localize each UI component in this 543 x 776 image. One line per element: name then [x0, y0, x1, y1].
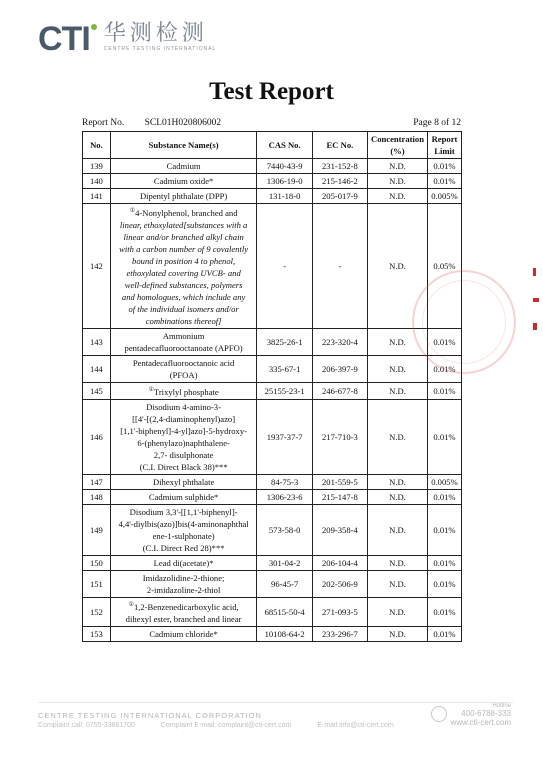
- row-number: 151: [83, 570, 111, 597]
- report-limit: 0.01%: [427, 159, 461, 174]
- report-limit: 0.01%: [427, 355, 461, 382]
- ec-number: 217-710-3: [312, 399, 367, 474]
- ec-number: 223-320-4: [312, 328, 367, 355]
- substance-name-line: 4-Nonylphenol, branched and: [135, 207, 238, 218]
- footer-divider: [38, 702, 513, 703]
- page-number: Page 8 of 12: [413, 118, 461, 128]
- table-row: [83, 597, 462, 626]
- ec-number: 215-147-8: [312, 489, 367, 504]
- table-row: [83, 504, 462, 555]
- cas-number: 3825-26-1: [257, 328, 312, 355]
- report-limit: 0.01%: [427, 399, 461, 474]
- concentration: N.D.: [367, 626, 427, 641]
- substance-table: [82, 131, 462, 642]
- website: www.cti-cert.com: [450, 718, 511, 727]
- table-header-row: [83, 132, 462, 159]
- ec-number: 231-152-8: [312, 159, 367, 174]
- substance-name: [110, 570, 257, 597]
- header-no: No.: [83, 132, 111, 159]
- row-number: 149: [83, 504, 111, 555]
- table-row: [83, 189, 462, 204]
- concentration: N.D.: [367, 597, 427, 626]
- ec-number: 201-559-5: [312, 474, 367, 489]
- ec-number: 202-506-9: [312, 570, 367, 597]
- cas-number: 131-18-0: [257, 189, 312, 204]
- row-number: 144: [83, 355, 111, 382]
- row-number: 146: [83, 399, 111, 474]
- ec-number: 206-397-9: [312, 355, 367, 382]
- report-limit: 0.01%: [427, 570, 461, 597]
- substance-name-line: Imidazolidine-2-thione;: [142, 572, 225, 583]
- cas-number: 1306-19-0: [257, 174, 312, 189]
- edge-mark-1: [533, 268, 536, 276]
- cas-number: 7440-43-9: [257, 159, 312, 174]
- substance-name-line: Ammonium: [162, 330, 205, 341]
- table-row: [83, 355, 462, 382]
- row-number: 142: [83, 204, 111, 329]
- logo-subtitle: CENTRE TESTING INTERNATIONAL: [103, 46, 217, 52]
- substance-name: [110, 204, 257, 329]
- substance-name-line: well-defined substances, polymers: [124, 279, 243, 290]
- footer-complaint-call: Complaint call: 0755-33681700: [38, 722, 135, 729]
- row-number: 145: [83, 382, 111, 399]
- footer-contacts: [38, 722, 394, 729]
- substance-name: [110, 597, 257, 626]
- cas-number: 573-58-0: [257, 504, 312, 555]
- report-no-value: SCL01H020806002: [144, 118, 222, 128]
- table-row: [83, 626, 462, 641]
- substance-name-line: Dihexyl phthalate: [152, 476, 215, 487]
- substance-name: [110, 174, 257, 189]
- table-row: [83, 382, 462, 399]
- cas-number: 1937-37-7: [257, 399, 312, 474]
- substance-name-line: and homologues, which include any: [121, 291, 246, 302]
- concentration: N.D.: [367, 570, 427, 597]
- concentration: N.D.: [367, 504, 427, 555]
- header-limit-line2: Limit: [434, 146, 455, 156]
- substance-name-line: [1,1'-biphenyl]-4-yl]azo]-5-hydroxy-: [120, 425, 248, 436]
- substance-name-line: 2,7- disulphonate: [153, 449, 214, 460]
- substance-name: [110, 555, 257, 570]
- report-limit: 0.05%: [427, 204, 461, 329]
- cas-number: 10108-64-2: [257, 626, 312, 641]
- substance-name-line: (C.I. Direct Black 38)***: [139, 461, 228, 472]
- row-number: 143: [83, 328, 111, 355]
- table-row: [83, 489, 462, 504]
- cas-number: 68515-50-4: [257, 597, 312, 626]
- report-limit: 0.01%: [427, 504, 461, 555]
- hotline-number: 400-6788-333: [461, 709, 511, 718]
- cas-number: 335-67-1: [257, 355, 312, 382]
- ec-number: 215-146-2: [312, 174, 367, 189]
- footnote-marker: ①: [148, 386, 154, 393]
- row-number: 153: [83, 626, 111, 641]
- report-limit: 0.01%: [427, 382, 461, 399]
- substance-name: [110, 626, 257, 641]
- concentration: N.D.: [367, 474, 427, 489]
- header-concentration-label: Concentration: [370, 134, 424, 144]
- substance-name-line: Pentadecafluorooctanoic acid: [132, 357, 235, 368]
- substance-name-line: 4,4'-diylbis(azo)]bis(4-aminonaphthal: [118, 518, 249, 529]
- table-row: [83, 570, 462, 597]
- row-number: 148: [83, 489, 111, 504]
- ec-number: 246-677-8: [312, 382, 367, 399]
- cas-number: 1306-23-6: [257, 489, 312, 504]
- substance-name: [110, 399, 257, 474]
- report-limit: 0.01%: [427, 174, 461, 189]
- cas-number: 84-75-3: [257, 474, 312, 489]
- substance-name-line: Cadmium chloride*: [149, 628, 218, 639]
- ec-number: 233-296-7: [312, 626, 367, 641]
- substance-name-line: bound in position 4 to phenol,: [132, 255, 236, 266]
- row-number: 147: [83, 474, 111, 489]
- substance-name: [110, 504, 257, 555]
- footer-company: CENTRE TESTING INTERNATIONAL CORPORATION: [38, 711, 262, 720]
- table-row: [83, 174, 462, 189]
- row-number: 141: [83, 189, 111, 204]
- footer-email: E-mail:info@cti-cert.com: [317, 722, 394, 729]
- substance-name: [110, 474, 257, 489]
- cas-number: 301-04-2: [257, 555, 312, 570]
- substance-name-line: dihexyl ester, branched and linear: [125, 613, 242, 624]
- logo-text: CTI: [38, 20, 90, 58]
- row-number: 139: [83, 159, 111, 174]
- logo-chinese-name: 华测检测: [103, 21, 208, 46]
- page-title: Test Report: [209, 78, 334, 105]
- phone-icon: [431, 706, 447, 722]
- ec-number: -: [312, 204, 367, 329]
- substance-name-line: Dipentyl phthalate (DPP): [139, 191, 228, 201]
- hotline-label: Hotline: [492, 703, 511, 709]
- concentration: N.D.: [367, 159, 427, 174]
- substance-name-line: 1,2-Benzenedicarboxylic acid,: [133, 601, 239, 612]
- substance-name-line: [[4'-[(2,4-diaminophenyl)azo]: [132, 413, 236, 424]
- substance-name-line: pentadecafluorooctanoate (APFO): [124, 342, 243, 353]
- table-row: [83, 474, 462, 489]
- footer-hotline-block: [451, 703, 511, 727]
- report-limit: 0.01%: [427, 626, 461, 641]
- substance-name: [110, 328, 257, 355]
- concentration: N.D.: [367, 189, 427, 204]
- report-limit: 0.005%: [427, 474, 461, 489]
- substance-name-line: ethoxylated covering UVCB- and: [126, 267, 241, 278]
- concentration: N.D.: [367, 382, 427, 399]
- substance-name: [110, 382, 257, 399]
- substance-name-line: (PFOA): [169, 369, 198, 380]
- table-row: [83, 204, 462, 329]
- substance-name: [110, 159, 257, 174]
- company-logo: [38, 22, 216, 56]
- header-concentration-unit: (%): [390, 146, 405, 156]
- substance-name-line: Cadmium: [166, 161, 201, 171]
- substance-name-line: combinations thereof]: [145, 315, 222, 326]
- table-row: [83, 328, 462, 355]
- substance-name-line: Cadmium sulphide*: [148, 491, 219, 502]
- header-concentration: [367, 132, 427, 159]
- ec-number: 209-358-4: [312, 504, 367, 555]
- substance-name-line: with a carbon number of 9 covalently: [119, 243, 249, 254]
- report-limit: 0.01%: [427, 489, 461, 504]
- header-ec: EC No.: [312, 132, 367, 159]
- official-seal-stamp: [412, 270, 516, 374]
- substance-name-line: Disodium 3,3'-[[1,1'-biphenyl]-: [129, 506, 238, 517]
- substance-name-line: Lead di(acetate)*: [153, 557, 214, 568]
- substance-name-line: linear, ethoxylated[substances with a: [119, 219, 248, 230]
- cas-number: -: [257, 204, 312, 329]
- report-limit: 0.005%: [427, 189, 461, 204]
- cas-number: 96-45-7: [257, 570, 312, 597]
- ec-number: 205-017-9: [312, 189, 367, 204]
- edge-mark-2: [533, 298, 539, 302]
- logo-dot-icon: [91, 24, 97, 30]
- substance-name-line: (C.I. Direct Red 28)***: [142, 542, 225, 553]
- footer-complaint-email: Complaint E-mail: complaint@cti-cert.com: [160, 722, 292, 729]
- row-number: 150: [83, 555, 111, 570]
- concentration: N.D.: [367, 399, 427, 474]
- substance-name-line: linear and/or branched alkyl chain: [123, 231, 244, 242]
- table-row: [83, 399, 462, 474]
- substance-name-line: 2-imidazoline-2-thiol: [146, 584, 221, 595]
- cas-number: 25155-23-1: [257, 382, 312, 399]
- report-limit: 0.01%: [427, 328, 461, 355]
- edge-mark-3: [533, 323, 537, 330]
- substance-name-line: of the individual isomers and/or: [128, 303, 239, 314]
- concentration: N.D.: [367, 328, 427, 355]
- footnote-marker: ①: [128, 601, 134, 608]
- substance-name: [110, 189, 257, 204]
- row-number: 152: [83, 597, 111, 626]
- substance-name: [110, 355, 257, 382]
- concentration: N.D.: [367, 204, 427, 329]
- row-number: 140: [83, 174, 111, 189]
- ec-number: 271-093-5: [312, 597, 367, 626]
- report-limit: 0.01%: [427, 597, 461, 626]
- substance-name-line: 6-(phenylazo)naphthalene-: [137, 437, 230, 448]
- table-row: [83, 555, 462, 570]
- table-row: [83, 159, 462, 174]
- concentration: N.D.: [367, 555, 427, 570]
- substance-name-line: ene-1-sulphonate): [152, 530, 215, 541]
- report-limit: 0.01%: [427, 555, 461, 570]
- concentration: N.D.: [367, 174, 427, 189]
- concentration: N.D.: [367, 489, 427, 504]
- header-report-limit: [427, 132, 461, 159]
- concentration: N.D.: [367, 355, 427, 382]
- header-substance: Substance Name(s): [110, 132, 257, 159]
- header-cas: CAS No.: [257, 132, 312, 159]
- substance-name-line: Disodium 4-amino-3-: [146, 401, 221, 412]
- substance-name: [110, 489, 257, 504]
- substance-name-line: Cadmium oxide*: [153, 176, 214, 186]
- report-no-label: Report No.: [82, 118, 125, 128]
- report-info-line: [82, 118, 461, 128]
- header-limit-line1: Report: [431, 134, 458, 144]
- ec-number: 206-104-4: [312, 555, 367, 570]
- footnote-marker: ①: [129, 208, 136, 214]
- substance-name-line: Trixylyl phosphate: [153, 386, 219, 397]
